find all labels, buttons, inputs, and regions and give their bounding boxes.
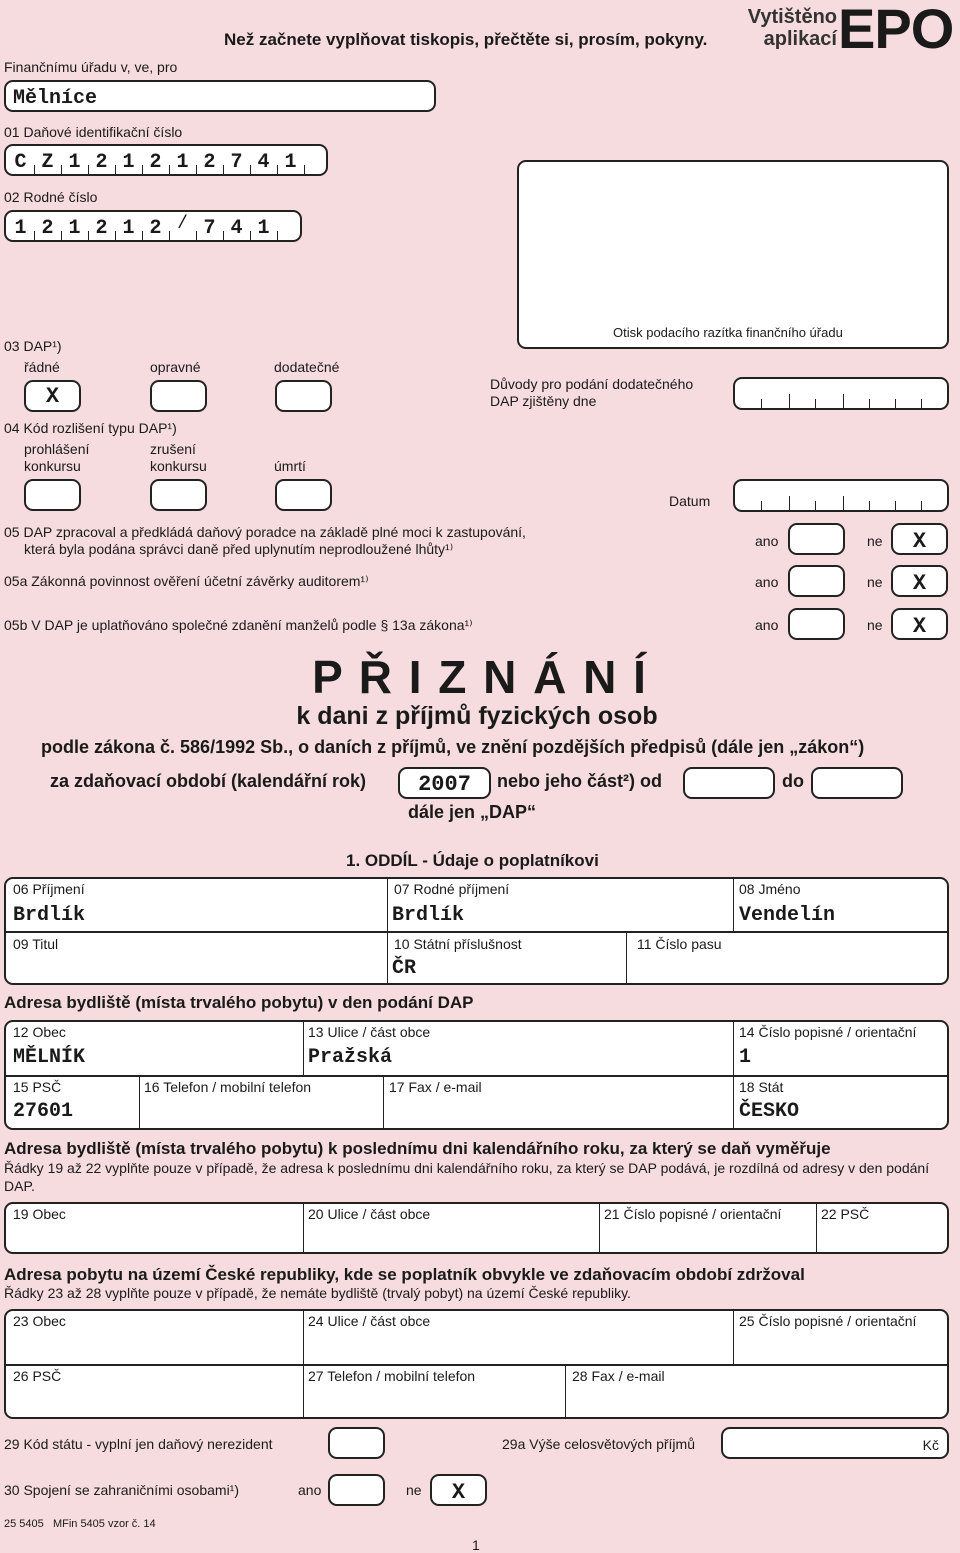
reasons-label: [490, 376, 693, 410]
date-separator: [761, 501, 762, 510]
birth-number-char: 1: [14, 217, 27, 240]
year-value: 2007: [418, 772, 471, 797]
q05-yes-checkbox[interactable]: [788, 523, 845, 555]
birth-number-char: 2: [95, 217, 108, 240]
date-separator: [789, 394, 790, 408]
type-code-option2-line2: konkursu: [150, 458, 207, 474]
birth-number-char: /: [177, 214, 188, 234]
dic-char: 4: [257, 151, 270, 174]
reasons-label-line2: DAP zjištěny dne: [490, 393, 597, 409]
office-value: Mělníce: [13, 87, 98, 110]
date-label: Datum: [669, 493, 711, 509]
footer-codes: [4, 1518, 156, 1530]
a1-zip-label: 15 PSČ: [13, 1079, 62, 1095]
period-to-field[interactable]: [811, 767, 903, 799]
law-rest: , o daních z příjmů, ve znění pozdějších předpisů (dále jen „zákon“): [288, 737, 865, 757]
birth-number-char: 1: [122, 217, 135, 240]
a3-street-label: 24 Ulice / část obce: [308, 1313, 431, 1329]
q05-no-checkbox[interactable]: X: [891, 523, 948, 555]
law-bold: podle zákona č. 586/1992 Sb.: [41, 737, 289, 757]
a1-city-value[interactable]: MĚLNÍK: [13, 1046, 86, 1069]
address2-note: Řádky 19 až 22 vyplňte pouze v případě, že adresa k poslednímu dni kalendářního roku, za který se DAP podává, je rozdílná od adresy v den podání DAP.: [4, 1160, 930, 1194]
a2-zip-label: 22 PSČ: [821, 1206, 870, 1222]
form-title: P Ř I Z N Á N Í: [312, 651, 648, 703]
a3-phone-label: 27 Telefon / mobilní telefon: [308, 1368, 476, 1384]
dic-char: 7: [230, 151, 243, 174]
hereafter-label: dále jen „DAP“: [408, 802, 537, 822]
q05b-no-label: ne: [867, 617, 883, 633]
person-table: [4, 877, 949, 985]
q05-label: [4, 524, 526, 558]
a2-street-label: 20 Ulice / část obce: [308, 1206, 431, 1222]
type-code-option1-line2: konkursu: [24, 458, 81, 474]
date-separator: [895, 399, 896, 408]
q05b-yes-checkbox[interactable]: [788, 608, 845, 640]
birth-number-char: 1: [257, 217, 270, 240]
reasons-date-field[interactable]: [733, 377, 949, 410]
period-from-field[interactable]: [683, 767, 775, 799]
printed-line1: Vytištěno: [747, 6, 837, 28]
q29-label: 29 Kód státu - vyplní jen daňový nerezident: [4, 1436, 273, 1452]
q29a-label: 29a Výše celosvětových příjmů: [502, 1436, 695, 1452]
dic-char: 2: [149, 151, 162, 174]
date-separator: [843, 394, 844, 408]
page-number: 1: [472, 1537, 480, 1553]
q05b-yes-label: ano: [755, 617, 779, 633]
surname-label: 06 Příjmení: [13, 881, 85, 897]
first-name-label: 08 Jméno: [739, 881, 801, 897]
dic-field[interactable]: [4, 144, 328, 176]
printed-by-label: [733, 6, 837, 50]
stamp-label: Otisk podacího razítka finančního úřadu: [613, 325, 843, 340]
birth-surname-value[interactable]: Brdlík: [392, 904, 465, 927]
dap-type-corrective-label: opravné: [150, 359, 201, 375]
date-separator: [761, 399, 762, 408]
epo-logo: EPO: [838, 0, 954, 60]
q30-label: 30 Spojení se zahraničními osobami¹): [4, 1482, 240, 1498]
date-separator: [843, 496, 844, 510]
q05a-no-checkbox[interactable]: X: [891, 565, 948, 597]
dic-char: 2: [95, 151, 108, 174]
year-field[interactable]: [398, 767, 491, 799]
a1-zip-value[interactable]: 27601: [13, 1100, 74, 1123]
dic-label: 01 Daňové identifikační číslo: [4, 124, 183, 140]
q29a-field[interactable]: [721, 1427, 949, 1459]
a1-number-label: 14 Číslo popisné / orientační: [739, 1024, 917, 1040]
q29a-currency: Kč: [922, 1437, 939, 1453]
q30-yes-checkbox[interactable]: [328, 1474, 385, 1506]
date-separator: [869, 501, 870, 510]
q05-yes-label: ano: [755, 533, 779, 549]
birth-number-char: 4: [230, 217, 243, 240]
q30-yes-label: ano: [298, 1482, 322, 1498]
a1-number-value[interactable]: 1: [739, 1046, 752, 1069]
birth-number-field[interactable]: [4, 210, 302, 242]
office-label: Finančnímu úřadu v, ve, pro: [4, 59, 178, 75]
type-code-option1-label: [24, 441, 89, 475]
a1-country-value[interactable]: ČESKO: [739, 1100, 800, 1123]
dap-type-label: 03 DAP¹): [4, 338, 62, 354]
birth-number-char: 7: [203, 217, 216, 240]
q05a-no-label: ne: [867, 574, 883, 590]
a3-city-label: 23 Obec: [13, 1313, 66, 1329]
birth-number-label: 02 Rodné číslo: [4, 189, 98, 205]
footer-code: 25 5405: [4, 1518, 44, 1530]
address3-note: Řádky 23 až 28 vyplňte pouze v případě, že nemáte bydliště (trvalý pobyt) na území České republiky.: [4, 1285, 631, 1301]
a1-street-label: 13 Ulice / část obce: [308, 1024, 431, 1040]
q05-line1: 05 DAP zpracoval a předkládá daňový poradce na základě plné moci k zastupování,: [4, 524, 526, 540]
a1-fax-label: 17 Fax / e-mail: [389, 1079, 482, 1095]
reasons-label-line1: Důvody pro podání dodatečného: [490, 376, 694, 392]
q30-no-checkbox[interactable]: X: [430, 1474, 487, 1506]
address2-table: [4, 1202, 949, 1254]
type-code-label: 04 Kód rozlišení typu DAP¹): [4, 420, 177, 436]
period-to-label: do: [782, 771, 804, 791]
dap-type-additional-label: dodatečné: [274, 359, 340, 375]
office-field[interactable]: [4, 80, 436, 112]
a1-city-label: 12 Obec: [13, 1024, 66, 1040]
dap-type-additional-checkbox[interactable]: [275, 380, 332, 412]
birth-surname-label: 07 Rodné příjmení: [394, 881, 510, 897]
birth-number-char: 2: [41, 217, 54, 240]
surname-value[interactable]: Brdlík: [13, 904, 86, 927]
first-name-value[interactable]: Vendelín: [739, 904, 836, 927]
a1-country-label: 18 Stát: [739, 1079, 784, 1095]
q05a-yes-checkbox[interactable]: [788, 565, 845, 597]
citizenship-label: 10 Státní příslušnost: [394, 936, 522, 952]
section1-title: 1. ODDÍL - Údaje o poplatníkovi: [346, 851, 599, 870]
type-code-option3-label: úmrtí: [274, 458, 306, 474]
type-code-option3-checkbox[interactable]: [275, 479, 332, 511]
q05-no-label: ne: [867, 533, 883, 549]
dic-char: 1: [284, 151, 297, 174]
address1-heading: Adresa bydliště (místa trvalého pobytu) v den podání DAP: [4, 993, 474, 1012]
date-field[interactable]: [733, 479, 949, 512]
title-label: 09 Titul: [13, 936, 59, 952]
footer-form: MFin 5405 vzor č. 14: [52, 1518, 156, 1530]
q30-no-label: ne: [406, 1482, 422, 1498]
a2-number-label: 21 Číslo popisné / orientační: [604, 1206, 782, 1222]
address3-heading: Adresa pobytu na území České republiky, kde se poplatník obvykle ve zdaňovacím období zdržoval: [4, 1265, 805, 1284]
a3-zip-label: 26 PSČ: [13, 1368, 62, 1384]
date-separator: [789, 496, 790, 510]
birth-number-char: 2: [149, 217, 162, 240]
date-separator: [869, 399, 870, 408]
birth-number-char: 1: [68, 217, 81, 240]
dic-char: 1: [176, 151, 189, 174]
a1-phone-label: 16 Telefon / mobilní telefon: [144, 1079, 312, 1095]
a3-fax-label: 28 Fax / e-mail: [572, 1368, 665, 1384]
q05-line2: která byla podána správci daně před uplynutím neprodloužené lhůty¹⁾: [24, 541, 454, 557]
type-code-option1-checkbox[interactable]: [24, 479, 81, 511]
dic-char: C: [14, 151, 27, 174]
dic-char: 2: [203, 151, 216, 174]
q05a-yes-label: ano: [755, 574, 779, 590]
printed-line2: aplikací: [763, 28, 837, 50]
stamp-area: [517, 160, 949, 349]
dap-type-regular-label: řádné: [24, 359, 60, 375]
period-label: za zdaňovací období (kalendářní rok): [50, 771, 367, 791]
q05b-no-checkbox[interactable]: X: [891, 608, 948, 640]
address1-table: [4, 1020, 949, 1130]
a3-number-label: 25 Číslo popisné / orientační: [739, 1313, 917, 1329]
q05a-label: 05a Zákonná povinnost ověření účetní závěrky auditorem¹⁾: [4, 573, 369, 589]
dap-type-corrective-checkbox[interactable]: [150, 380, 207, 412]
date-separator: [815, 501, 816, 510]
instruction-text: Než začnete vyplňovat tiskopis, přečtěte si, prosím, pokyny.: [224, 30, 708, 49]
law-line: [41, 737, 864, 758]
form-subtitle: k dani z příjmů fyzických osob: [296, 702, 658, 730]
type-code-option1-line1: prohlášení: [24, 441, 90, 457]
q05b-label: 05b V DAP je uplatňováno společné zdanění manželů podle § 13a zákona¹⁾: [4, 617, 473, 633]
a2-city-label: 19 Obec: [13, 1206, 66, 1222]
address2-heading: Adresa bydliště (místa trvalého pobytu) k poslednímu dni kalendářního roku, za který se daň vyměřuje: [4, 1139, 831, 1158]
date-separator: [895, 501, 896, 510]
dic-separator: [304, 165, 305, 174]
citizenship-value[interactable]: ČR: [392, 957, 417, 980]
period-part-label: nebo jeho část²) od: [497, 771, 663, 791]
type-code-option2-checkbox[interactable]: [150, 479, 207, 511]
address3-table: [4, 1309, 949, 1419]
date-separator: [921, 399, 922, 408]
dic-char: 1: [122, 151, 135, 174]
dic-char: 1: [68, 151, 81, 174]
passport-label: 11 Číslo pasu: [637, 936, 722, 952]
q29-field[interactable]: [328, 1427, 385, 1459]
date-separator: [815, 399, 816, 408]
dap-type-regular-checkbox[interactable]: X: [24, 380, 81, 412]
date-separator: [921, 501, 922, 510]
a1-street-value[interactable]: Pražská: [308, 1046, 393, 1069]
type-code-option2-line1: zrušení: [150, 441, 196, 457]
type-code-option2-label: [150, 441, 207, 475]
dic-char: Z: [41, 151, 54, 174]
birth-number-separator: [277, 231, 278, 240]
